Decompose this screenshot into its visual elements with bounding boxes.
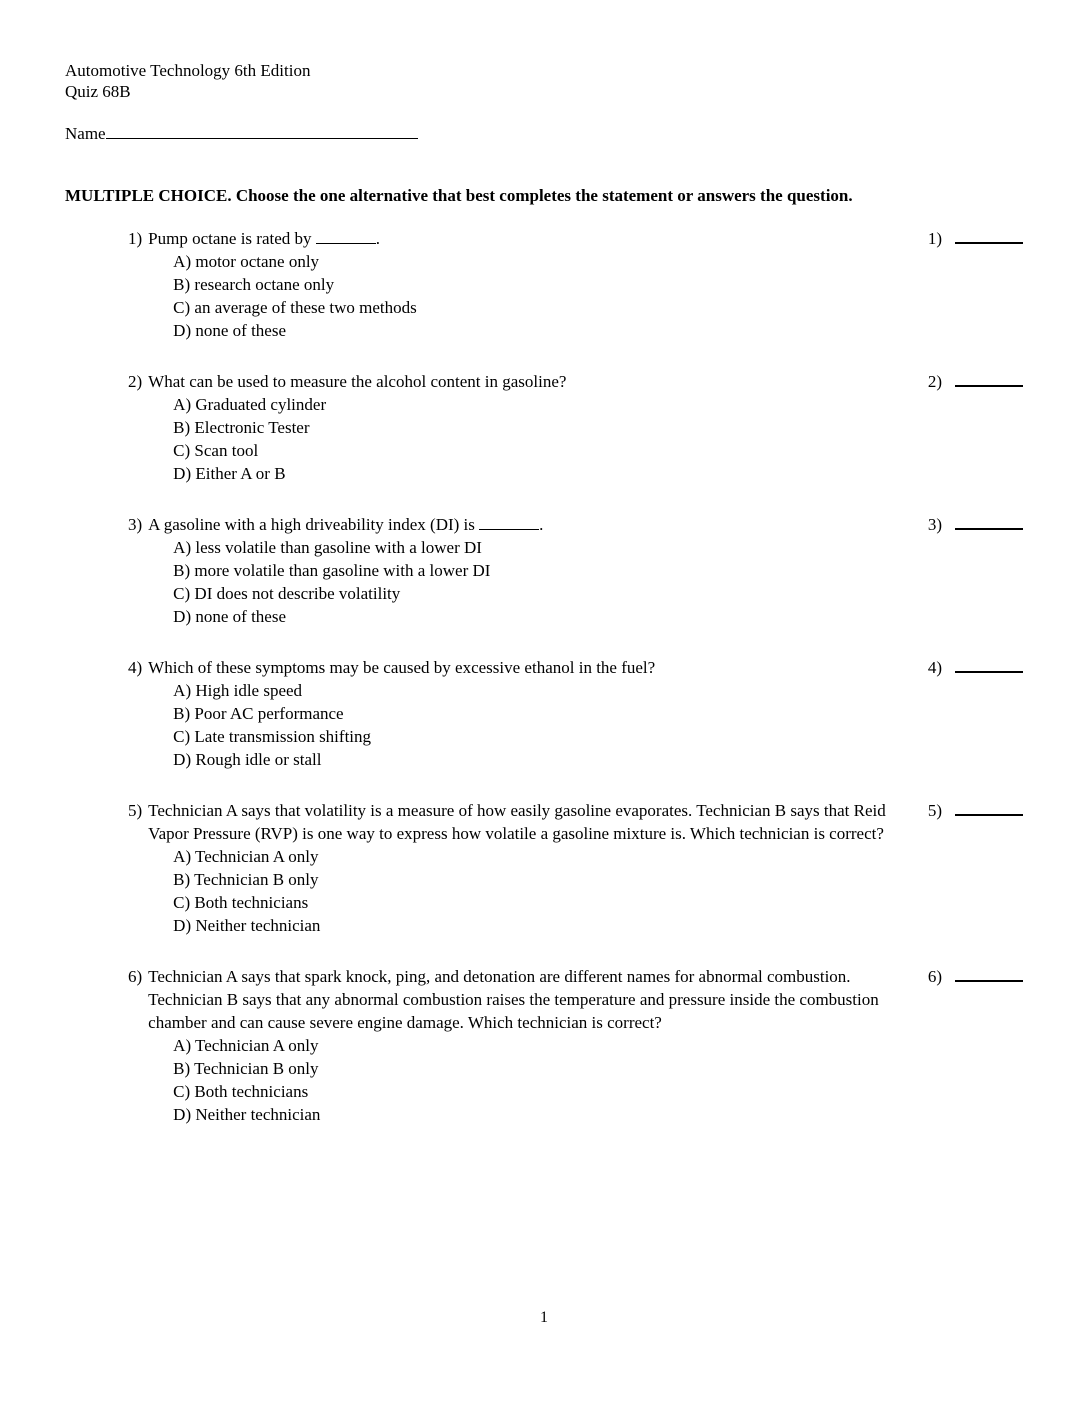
instructions-text: MULTIPLE CHOICE. Choose the one alternative that best completes the statement or answers the question.: [65, 186, 853, 205]
question-2-row: [128, 370, 1023, 485]
question-5: [128, 799, 1023, 937]
option-b: B) Electronic Tester: [173, 418, 310, 437]
name-label: Name: [65, 124, 106, 143]
answer-blank-line: [955, 656, 1023, 673]
option-c: C) Both technicians: [173, 1082, 309, 1101]
question-2: [128, 370, 1023, 485]
question-content: [148, 965, 893, 1126]
answer-blank-line: [955, 370, 1023, 387]
answer-slot-6: [928, 965, 1023, 988]
page-number: 1: [540, 1309, 548, 1326]
option-c: C) Both technicians: [173, 893, 309, 912]
answer-slot-5: [928, 799, 1023, 822]
option-a: A) less volatile than gasoline with a lower DI: [173, 538, 482, 557]
answer-blank-line: [955, 965, 1023, 982]
question-content: [148, 656, 655, 771]
document-title: Automotive Technology 6th Edition: [65, 61, 311, 80]
option-c: C) Late transmission shifting: [173, 727, 372, 746]
question-text: Technician A says that volatility is a measure of how easily gasoline evaporates. Technician B says that Reid Vapor Pressure (RVP) is one way to express how volatile a gasoline mixture is. Which technician is correct?: [148, 801, 886, 843]
answer-slot-2: [928, 370, 1023, 393]
answer-blank-line: [955, 513, 1023, 530]
option-b: B) Technician B only: [173, 1059, 319, 1078]
fill-in-blank-line: [316, 229, 376, 244]
question-number: 1): [128, 229, 143, 248]
question-number: 4): [128, 658, 143, 677]
answer-blank-line: [955, 799, 1023, 816]
question-suffix: .: [539, 515, 544, 534]
question-1: [128, 227, 1023, 342]
option-d: D) Neither technician: [173, 916, 321, 935]
question-text-span: Pump octane is rated by: [148, 229, 312, 248]
question-text: Which of these symptoms may be caused by excessive ethanol in the fuel?: [148, 658, 656, 677]
option-a: A) Technician A only: [173, 1036, 319, 1055]
question-content: [148, 227, 417, 342]
option-d: D) Either A or B: [173, 464, 286, 483]
option-b: B) Technician B only: [173, 870, 319, 889]
question-number: 3): [128, 515, 143, 534]
question-content: [148, 799, 893, 937]
name-row: [65, 122, 418, 145]
answer-blank-line: [955, 227, 1023, 244]
question-4-row: [128, 656, 1023, 771]
question-number: 2): [128, 372, 143, 391]
question-text: What can be used to measure the alcohol content in gasoline?: [148, 372, 567, 391]
answer-number: 5): [927, 801, 942, 820]
option-c: C) an average of these two methods: [173, 298, 417, 317]
fill-in-blank-line: [479, 515, 539, 530]
option-d: D) Rough idle or stall: [173, 750, 322, 769]
question-content: [148, 513, 543, 628]
answer-number: 6): [927, 967, 942, 986]
option-a: A) Graduated cylinder: [173, 395, 327, 414]
option-d: D) none of these: [173, 321, 286, 340]
document-subtitle: Quiz 68B: [65, 82, 131, 101]
question-6: [128, 965, 1023, 1126]
question-text: Technician A says that spark knock, ping, and detonation are different names for abnormal combustion. Technician B says that any abnormal combustion raises the temperature and pressure inside the combustion chamber and can cause severe engine damage. Which technician is correct?: [148, 967, 879, 1032]
option-a: A) High idle speed: [173, 681, 303, 700]
question-text-span: A gasoline with a high driveability index (DI) is: [148, 515, 475, 534]
question-1-row: [128, 227, 1023, 342]
question-text: [148, 513, 543, 536]
option-b: B) more volatile than gasoline with a lower DI: [173, 561, 491, 580]
option-a: A) Technician A only: [173, 847, 319, 866]
question-4: [128, 656, 1023, 771]
questions-list: [128, 227, 1023, 1154]
answer-slot-4: [928, 656, 1023, 679]
option-d: D) Neither technician: [173, 1105, 321, 1124]
question-5-row: [128, 799, 1023, 937]
option-c: C) Scan tool: [173, 441, 259, 460]
option-c: C) DI does not describe volatility: [173, 584, 401, 603]
answer-number: 2): [927, 372, 942, 391]
option-b: B) Poor AC performance: [173, 704, 344, 723]
question-number: 6): [128, 967, 143, 986]
answer-slot-1: [928, 227, 1023, 250]
question-text: [148, 227, 417, 250]
option-a: A) motor octane only: [173, 252, 320, 271]
option-d: D) none of these: [173, 607, 286, 626]
option-b: B) research octane only: [173, 275, 335, 294]
answer-number: 3): [927, 515, 942, 534]
question-number: 5): [128, 801, 143, 820]
question-3: [128, 513, 1023, 628]
answer-number: 4): [927, 658, 942, 677]
document-header: [65, 60, 310, 102]
question-suffix: .: [375, 229, 381, 248]
question-6-row: [128, 965, 1023, 1126]
question-content: [148, 370, 566, 485]
name-blank-line: [106, 123, 418, 139]
question-3-row: [128, 513, 1023, 628]
answer-number: 1): [927, 229, 942, 248]
answer-slot-3: [928, 513, 1023, 536]
